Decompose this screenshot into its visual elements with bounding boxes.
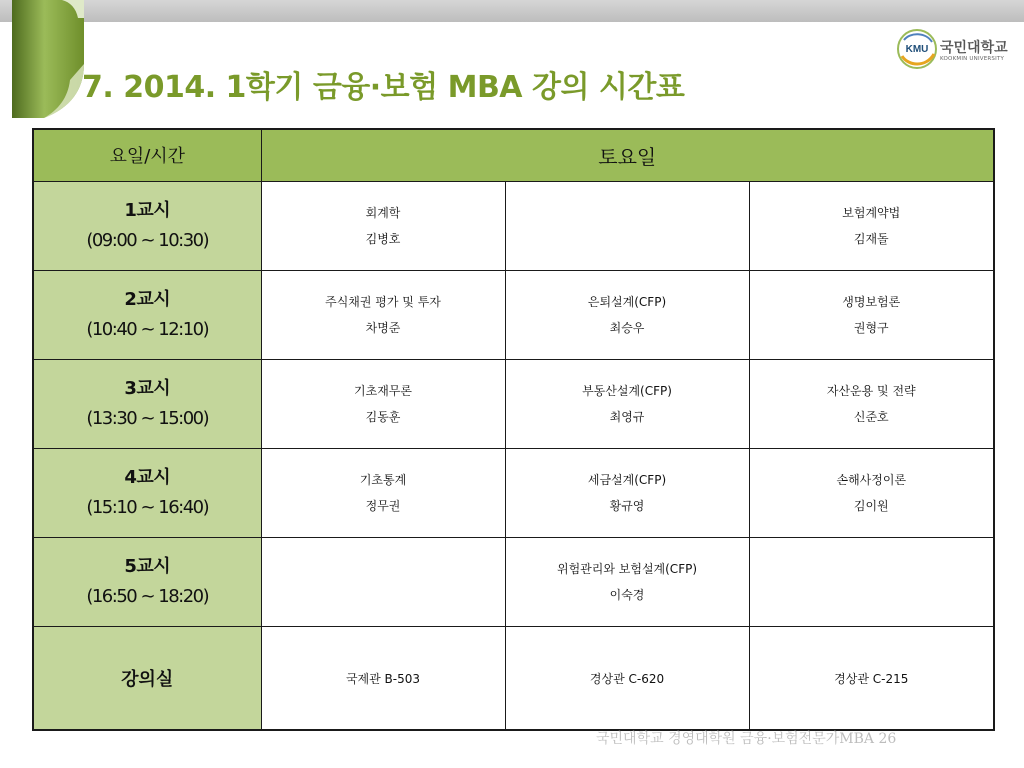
professor-name: 황규영 xyxy=(609,498,645,513)
room-value: 경상관 C-620 xyxy=(589,672,665,687)
course-name: 손해사정이론 xyxy=(836,472,907,487)
professor-name: 이숙경 xyxy=(609,587,645,602)
course-name: 보험계약법 xyxy=(842,205,901,220)
table-header-row xyxy=(33,129,994,181)
period-name: 4교시 xyxy=(124,466,171,488)
slide-title: 7. 2014. 1학기 금융·보험 MBA 강의 시간표 xyxy=(82,70,685,105)
course-name: 주식채권 평가 및 투자 xyxy=(325,294,441,309)
professor-name: 김이원 xyxy=(853,498,889,513)
university-logo xyxy=(896,28,1020,78)
room-row xyxy=(33,626,994,730)
logo-name: 국민대학교 xyxy=(940,40,1008,56)
professor-name: 권형구 xyxy=(853,320,889,335)
period-name: 3교시 xyxy=(124,377,171,399)
professor-name: 차명준 xyxy=(365,320,401,335)
course-name: 기초통계 xyxy=(359,472,407,487)
professor-name: 정무권 xyxy=(365,498,401,513)
professor-name: 김동훈 xyxy=(365,409,401,424)
course-name: 자산운용 및 전략 xyxy=(826,383,916,398)
class-cell xyxy=(505,537,749,626)
period-cell xyxy=(33,181,261,270)
period-cell xyxy=(33,270,261,359)
period-name: 1교시 xyxy=(124,199,171,221)
table-row xyxy=(33,448,994,537)
period-cell xyxy=(33,359,261,448)
table-row xyxy=(33,537,994,626)
logo-mark: KMU xyxy=(905,44,929,55)
class-cell xyxy=(749,181,994,270)
room-cell xyxy=(261,626,505,730)
table-row xyxy=(33,359,994,448)
period-time: (15:10 ~ 16:40) xyxy=(86,496,209,518)
professor-name: 최영규 xyxy=(609,409,645,424)
period-time: (13:30 ~ 15:00) xyxy=(86,407,209,429)
class-cell xyxy=(505,181,749,270)
header-time-column: 요일/시간 xyxy=(33,129,261,181)
class-cell xyxy=(505,270,749,359)
course-name: 위험관리와 보험설계(CFP) xyxy=(556,561,698,576)
class-cell xyxy=(261,359,505,448)
period-time: (09:00 ~ 10:30) xyxy=(86,229,209,251)
room-cell xyxy=(749,626,994,730)
professor-name: 신준호 xyxy=(853,409,889,424)
table-row xyxy=(33,181,994,270)
period-name: 2교시 xyxy=(124,288,171,310)
room-value: 경상관 C-215 xyxy=(834,672,909,687)
course-name: 세금설계(CFP) xyxy=(587,472,667,487)
table-row xyxy=(33,270,994,359)
course-name: 생명보험론 xyxy=(842,294,901,309)
class-cell xyxy=(261,270,505,359)
period-cell xyxy=(33,448,261,537)
class-cell xyxy=(505,448,749,537)
period-cell xyxy=(33,537,261,626)
period-time: (16:50 ~ 18:20) xyxy=(86,585,209,607)
slide-footer: 국민대학교 경영대학원 금융·보험전문가MBA 26 xyxy=(596,731,897,747)
class-cell xyxy=(261,181,505,270)
class-cell xyxy=(261,448,505,537)
kmu-emblem-icon xyxy=(896,28,938,70)
room-label: 강의실 xyxy=(121,668,174,690)
top-bar xyxy=(0,0,1024,22)
class-cell xyxy=(749,448,994,537)
course-name: 회계학 xyxy=(365,205,401,220)
course-name: 부동산설계(CFP) xyxy=(582,383,672,398)
course-name: 기초재무론 xyxy=(354,383,412,398)
course-name: 은퇴설계(CFP) xyxy=(587,294,667,309)
class-cell xyxy=(261,537,505,626)
room-label-cell xyxy=(33,626,261,730)
header-day: 토요일 xyxy=(261,129,994,181)
professor-name: 최승우 xyxy=(609,320,645,335)
period-name: 5교시 xyxy=(124,555,171,577)
page-curl-decoration xyxy=(10,0,86,118)
timetable xyxy=(32,128,995,731)
class-cell xyxy=(749,359,994,448)
class-cell xyxy=(749,537,994,626)
professor-name: 김병호 xyxy=(365,231,401,246)
class-cell xyxy=(749,270,994,359)
period-time: (10:40 ~ 12:10) xyxy=(86,318,209,340)
professor-name: 김재돌 xyxy=(853,231,889,246)
logo-subtitle: KOOKMIN UNIVERSITY xyxy=(940,56,1005,62)
class-cell xyxy=(505,359,749,448)
room-value: 국제관 B-503 xyxy=(345,672,421,687)
room-cell xyxy=(505,626,749,730)
